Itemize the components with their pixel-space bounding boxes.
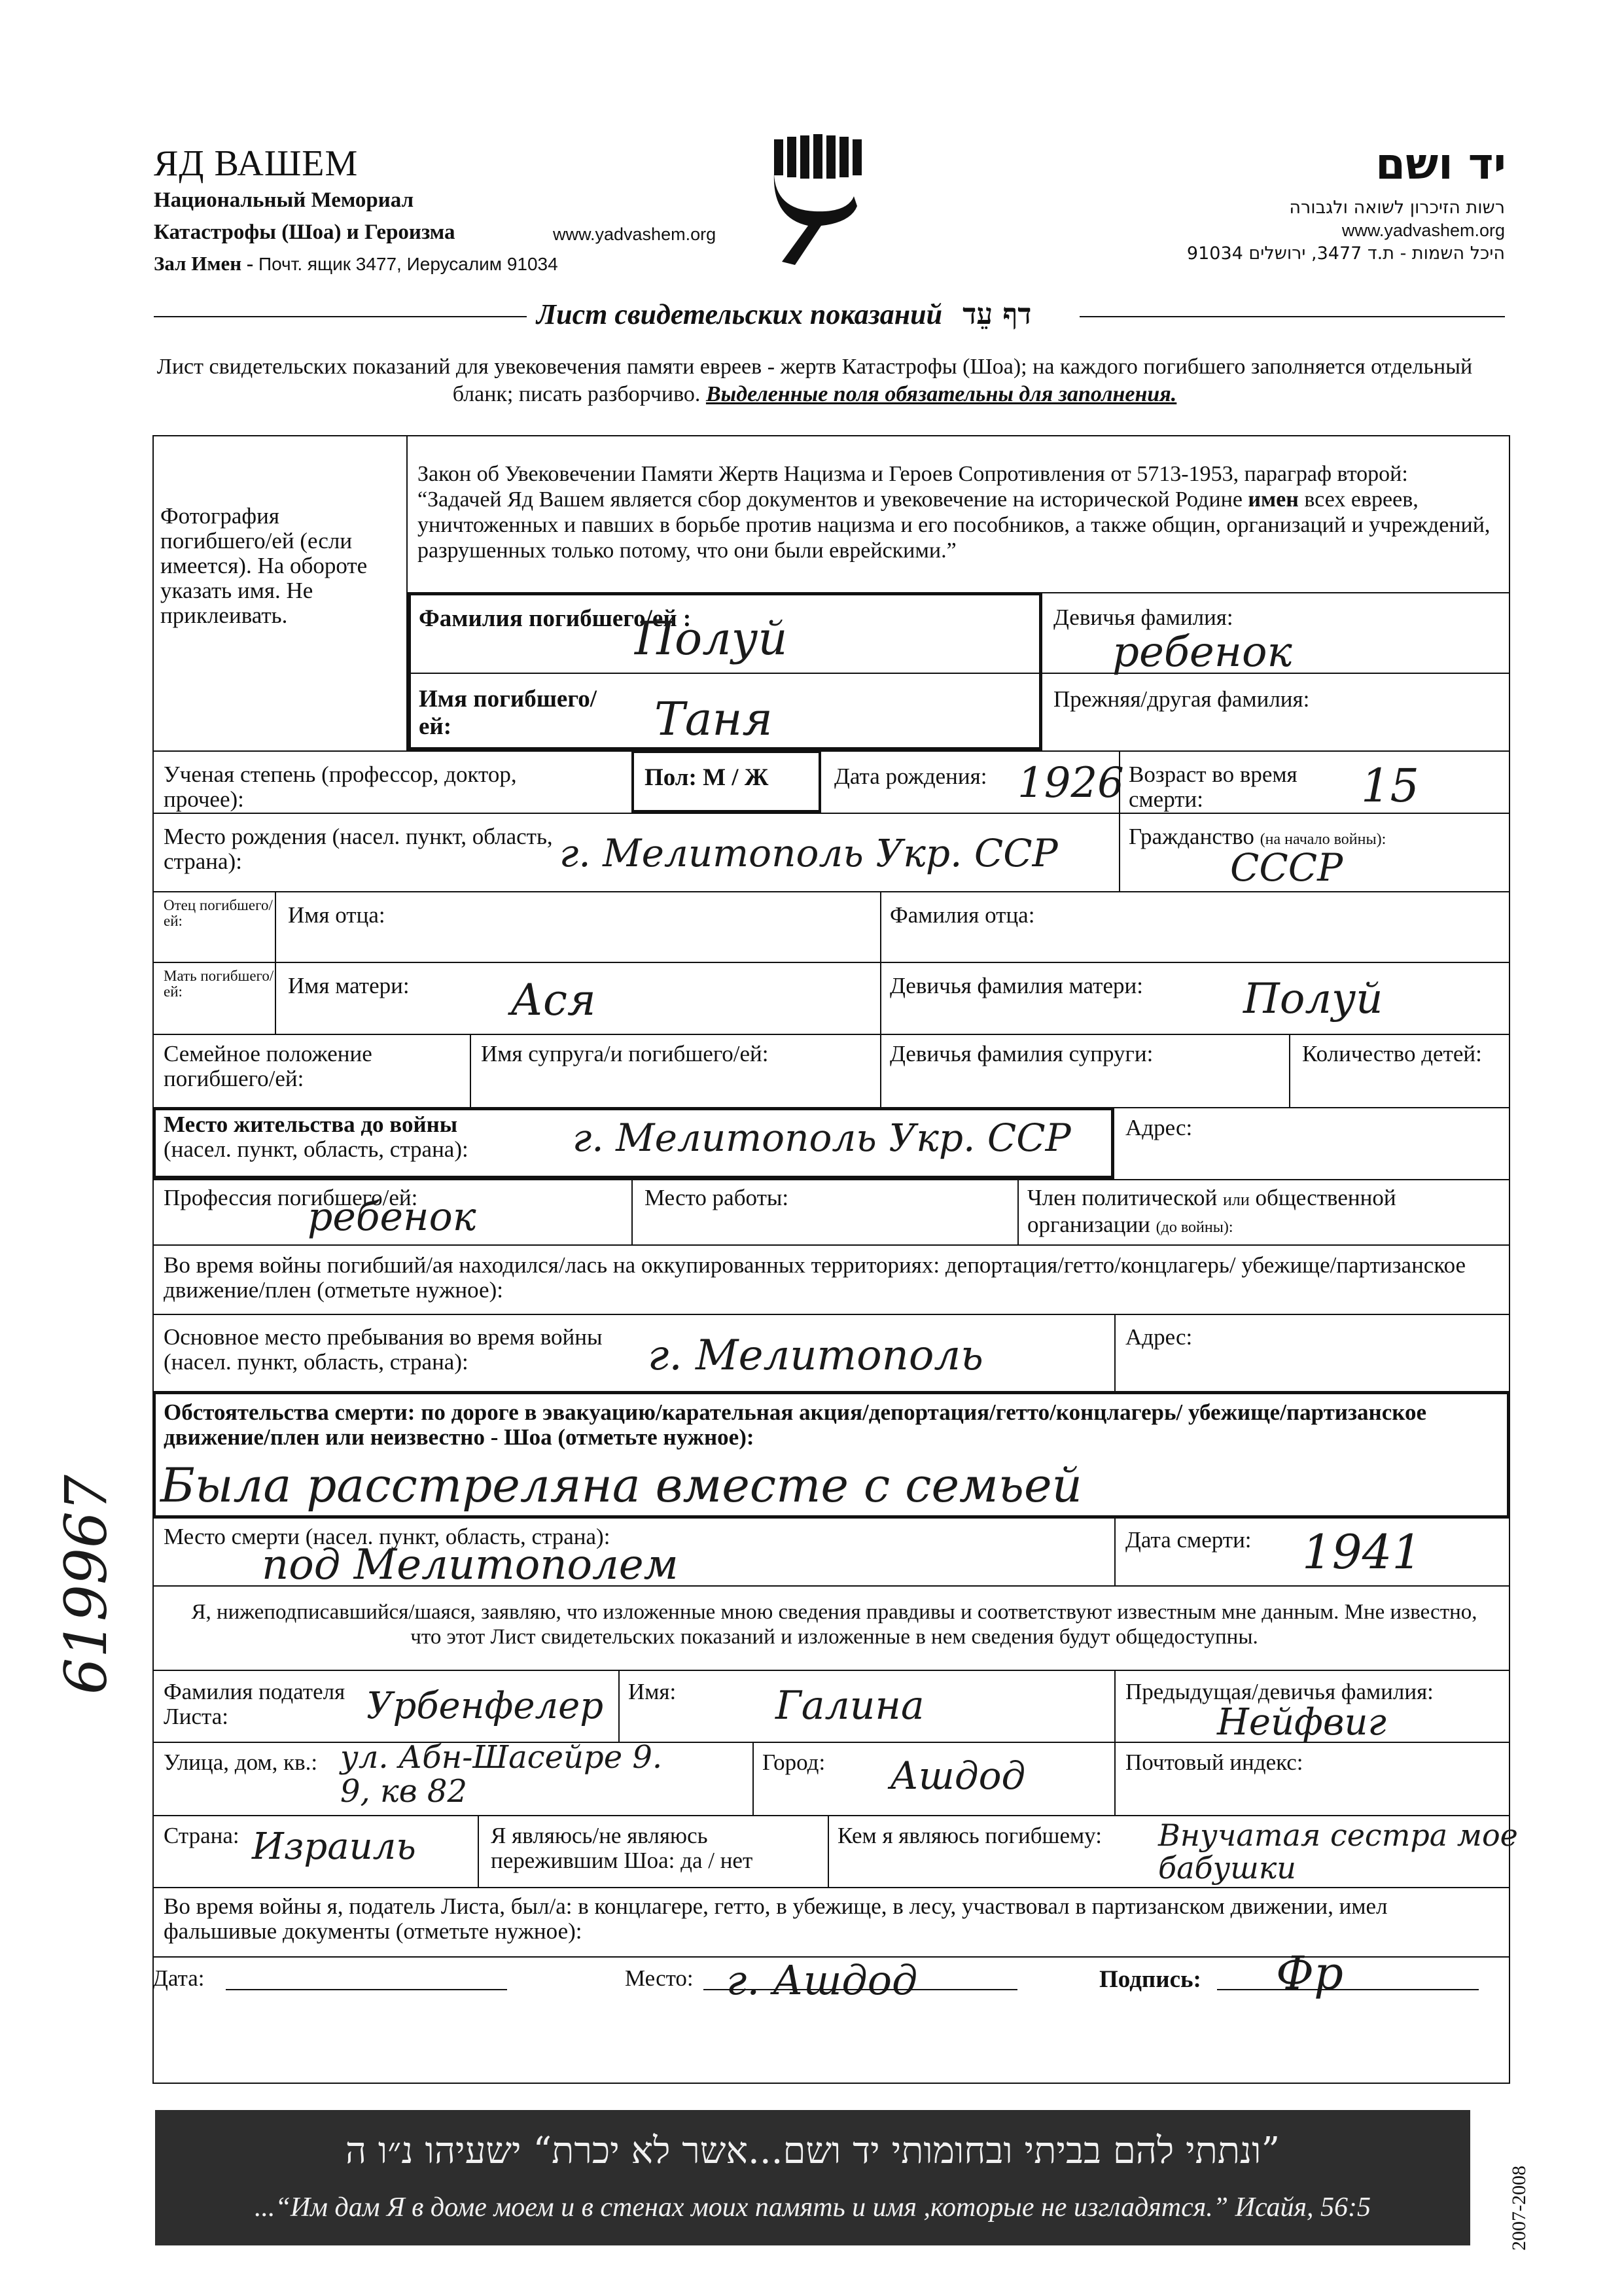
- member-label: Член политической или общественной организации (до войны):: [1027, 1185, 1396, 1237]
- title-rule-left: [154, 316, 527, 317]
- rule-sub3-2: [828, 1815, 829, 1887]
- spouse-label: Имя супруга/и погибшего/ей:: [481, 1041, 769, 1066]
- signature-line: [1217, 1989, 1479, 1990]
- mother-maiden-label: Девичья фамилия матери:: [890, 973, 1143, 998]
- rule-dob-age: [1119, 750, 1120, 813]
- banner-ru-quote: ...“Им дам Я в доме моем и в стенах моих память и имя ,которые не изгладятся.” Исайя, 56:5: [254, 2192, 1371, 2223]
- rule-row-birth: [152, 813, 1510, 814]
- submitter-surname-label: Фамилия подателя Листа:: [164, 1679, 345, 1729]
- death-date-value[interactable]: 1941: [1302, 1524, 1422, 1579]
- residence-value[interactable]: г. Мелитополь Укр. ССР: [573, 1116, 1071, 1160]
- relation-label: Кем я являюсь погибшему:: [838, 1823, 1102, 1848]
- father-side-label: Отец погибшего/ ей:: [164, 897, 273, 929]
- header-ru-line2: Катастрофы (Шоа) и Героизма: [154, 220, 455, 244]
- rule-prof-2: [1017, 1179, 1019, 1244]
- submitter-name-label: Имя:: [628, 1679, 677, 1704]
- birthplace-label: Место рождения (насел. пункт, область, страна):: [164, 824, 553, 874]
- rule-deathplace-date: [1114, 1519, 1116, 1585]
- address-label: Адрес:: [1125, 1115, 1193, 1140]
- rule-row-profession: [152, 1179, 1510, 1180]
- relation-value[interactable]: Внучатая сестра мое бабушки: [1158, 1818, 1518, 1886]
- date-line[interactable]: [226, 1989, 507, 1990]
- rule-birth-cit: [1119, 813, 1120, 891]
- dob-label: Дата рождения:: [834, 764, 987, 789]
- intro-text: Лист свидетельских показаний для увековечения памяти евреев - жертв Катастрофы (Шоа); на каждого погибшего заполняется отдельный бланк; писать разборчиво. Выделенные поля обязательны для заполнения.: [156, 355, 1473, 406]
- rule-submitter-1: [152, 1670, 1510, 1671]
- header-he-line3: היכל השמות - ת.ד 3477, ירושלים 91034: [1186, 243, 1505, 264]
- marital-label: Семейное положение погибшего/ей:: [164, 1041, 372, 1091]
- death-place-label: Место смерти (насел. пункт, область, страна):: [164, 1524, 610, 1549]
- rule-submitter-war: [152, 1887, 1510, 1888]
- profession-label: Профессия погибшего/ей:: [164, 1185, 418, 1210]
- father-surname-label: Фамилия отца:: [890, 902, 1035, 928]
- photo-cell: [152, 435, 408, 750]
- mother-name-value[interactable]: Ася: [510, 975, 596, 1025]
- sex-label[interactable]: Пол: М / Ж: [644, 764, 769, 791]
- side-number: 619967: [52, 1475, 120, 1695]
- header-url: www.yadvashem.org: [553, 224, 716, 244]
- degree-label: Ученая степень (профессор, доктор, прочее):: [164, 762, 517, 812]
- death-circ-value[interactable]: Была расстреляна вместе с семьей: [160, 1458, 1082, 1513]
- header-ru-line3: Зал Имен - Почт. ящик 3477, Иерусалим 91034: [154, 252, 558, 275]
- rule-submitter-3: [152, 1815, 1510, 1816]
- rule-row-warplace: [152, 1314, 1510, 1315]
- law-text: Закон об Увековечении Памяти Жертв Нацизма и Героев Сопротивления от 5713-1953, параграф второй: “Задачей Яд Вашем является сбор документов и увековечение на исторической Родине имен всех евреев, уничтоженных и павших в борьбе против нацизма и его пособников, а также общин, организаций и учреждений, разрушенных только потому, что они были еврейскими.”: [417, 462, 1491, 563]
- rule-row-residence: [152, 1107, 1510, 1108]
- submitter-prev-label: Предыдущая/девичья фамилия:: [1125, 1679, 1434, 1704]
- rule-marital-1: [470, 1034, 471, 1107]
- country-value[interactable]: Израиль: [252, 1825, 416, 1868]
- rule-row-degree: [152, 750, 1510, 752]
- maiden-label: Девичья фамилия:: [1053, 605, 1233, 630]
- citizenship-label: Гражданство (на начало войны):: [1129, 824, 1386, 849]
- zip-label: Почтовый индекс:: [1125, 1750, 1303, 1775]
- birthplace-value[interactable]: г. Мелитополь Укр. ССР: [559, 831, 1058, 875]
- age-value[interactable]: 15: [1361, 759, 1420, 813]
- quote-banner: [155, 2110, 1470, 2245]
- rule-row-mother: [152, 962, 1510, 963]
- surname-label: Фамилия погибшего/ей :: [419, 605, 692, 632]
- header-ru-line1: Национальный Мемориал: [154, 188, 414, 212]
- address-label-2: Адрес:: [1125, 1324, 1193, 1350]
- surname-value[interactable]: Полуй: [635, 612, 788, 665]
- age-label: Возраст во время смерти:: [1129, 762, 1297, 812]
- profession-value[interactable]: ребенок: [308, 1194, 476, 1240]
- header-he-title: יד ושם: [1375, 139, 1506, 189]
- declaration-text: Я, нижеподписавшийся/шаяся, заявляю, что изложенные мною сведения правдивы и соответствуют известным мне данным. Мне известно, что этот Лист свидетельских показаний и изложенные в нем сведения будут общедоступны.: [191, 1600, 1477, 1649]
- place-line: [703, 1989, 1017, 1990]
- children-label: Количество детей:: [1302, 1041, 1482, 1066]
- street-value[interactable]: ул. Абн-Шасейре 9. 9, кв 82: [340, 1739, 663, 1810]
- rule-warplace-addr: [1114, 1314, 1116, 1391]
- rule-sub1-1: [618, 1670, 620, 1742]
- place-value[interactable]: г. Ашдод: [726, 1956, 918, 2004]
- rule-sub2-2: [1114, 1742, 1116, 1815]
- death-place-value[interactable]: под Мелитополем: [262, 1541, 679, 1589]
- menorah-logo-icon: [769, 134, 867, 272]
- photo-label: Фотография погибшего/ей (если имеется). На обороте указать имя. Не приклеивать.: [160, 503, 368, 628]
- war-place-label: Основное место пребывания во время войны (насел. пункт, область, страна):: [164, 1324, 603, 1375]
- first-name-label: Имя погибшего/ей:: [419, 686, 597, 740]
- mother-name-label: Имя матери:: [288, 973, 410, 998]
- street-label: Улица, дом, кв.:: [164, 1750, 318, 1775]
- war-place-value[interactable]: г. Мелитополь: [648, 1331, 983, 1380]
- submitter-surname-value[interactable]: Урбенфелер: [366, 1685, 604, 1727]
- mother-maiden-value[interactable]: Полуй: [1243, 975, 1383, 1023]
- dob-value[interactable]: 1926: [1017, 759, 1124, 807]
- maiden-value[interactable]: ребенок: [1112, 628, 1292, 677]
- war-status-label: Во время войны погибший/ая находился/лась на оккупированных территориях: депортация/гетто/концлагерь/ убежище/партизанское движение/плен (отметьте нужное):: [164, 1252, 1466, 1303]
- residence-label: Место жительства до войны (насел. пункт, область, страна):: [164, 1112, 468, 1162]
- rule-row-war: [152, 1244, 1510, 1246]
- rule-marital-3: [1289, 1034, 1290, 1107]
- death-circ-label: Обстоятельства смерти: по дороге в эвакуацию/карательная акция/депортация/гетто/концлагерь/ убежище/партизанское движение/плен или неизвестно - Шоа (отметьте нужное):: [164, 1399, 1426, 1450]
- father-name-label: Имя отца:: [288, 902, 385, 928]
- rule-sub2-1: [752, 1742, 754, 1815]
- submitter-name-value[interactable]: Галина: [775, 1683, 925, 1729]
- header-he-url: www.yadvashem.org: [1341, 220, 1505, 240]
- first-name-value[interactable]: Таня: [654, 692, 773, 746]
- rule-declaration: [152, 1585, 1510, 1587]
- rule-name-mid: [408, 673, 1510, 674]
- spouse-maiden-label: Девичья фамилия супруги:: [890, 1041, 1154, 1066]
- rule-prof-1: [631, 1179, 633, 1244]
- rule-sub1-2: [1114, 1670, 1116, 1742]
- death-date-label: Дата смерти:: [1125, 1527, 1252, 1553]
- signature-value[interactable]: Фр: [1276, 1946, 1343, 2000]
- submitter-war-label: Во время войны я, податель Листа, был/а: в концлагере, гетто, в убежище, в лесу, участвовал в партизанском движении, имел фальшивые документы (отметьте нужное):: [164, 1893, 1388, 1944]
- city-label: Город:: [762, 1750, 826, 1775]
- city-value[interactable]: Ашдод: [890, 1753, 1026, 1798]
- survivor-label[interactable]: Я являюсь/не являюсь пережившим Шоа: да / нет: [491, 1823, 753, 1873]
- sheet-title: Лист свидетельских показаний דף עֵד: [537, 298, 1032, 331]
- rule-marital-2: [880, 1034, 881, 1107]
- submitter-prev-value[interactable]: Нейфвиг: [1217, 1701, 1386, 1744]
- footer-code: 2007-2008: [1508, 2166, 1530, 2251]
- title-rule-right: [1080, 316, 1505, 317]
- mother-side-label: Мать погибшего/ ей:: [164, 968, 274, 1000]
- banner-he-quote: ”ונתתי להם בביתי ובחומותי יד ושם...אשר לא יכרת“ ישעיהו נ״ו ה: [345, 2130, 1280, 2172]
- citizenship-value[interactable]: СССР: [1230, 845, 1343, 890]
- prev-name-label: Прежняя/другая фамилия:: [1053, 686, 1310, 712]
- signature-label: Подпись:: [1099, 1966, 1201, 1993]
- date-label: Дата:: [152, 1965, 205, 1991]
- rule-sub3-1: [478, 1815, 479, 1887]
- rule-row-father: [152, 891, 1510, 892]
- workplace-label: Место работы:: [644, 1185, 789, 1210]
- header-ru-title: ЯД ВАШЕМ: [154, 143, 359, 184]
- place-label: Место:: [625, 1965, 694, 1991]
- rule-row-marital: [152, 1034, 1510, 1035]
- header-he-line1: רשות הזיכרון לשואה ולגבורה: [1289, 198, 1505, 218]
- country-label: Страна:: [164, 1823, 239, 1848]
